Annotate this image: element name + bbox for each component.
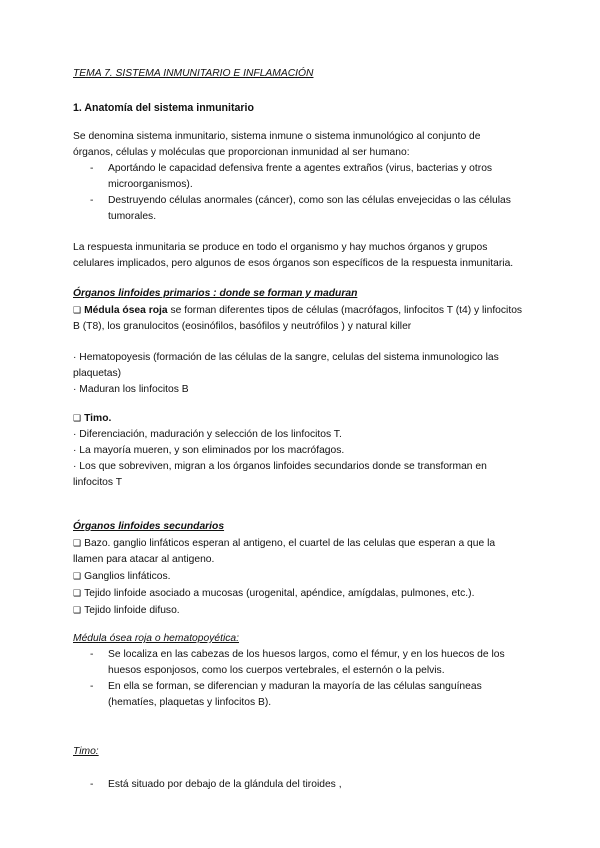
list-item: - Se localiza en las cabezas de los huesos largos, como el fémur, y en los huecos de los huesos esponjosos, como los cuerpos vertebrales, el esternón o la pelvis. — [90, 647, 523, 679]
list-item: - Está situado por debajo de la glándula del tiroides , — [90, 777, 523, 793]
section-heading-anatomia: 1. Anatomía del sistema inmunitario — [73, 102, 254, 114]
hematopoyesis-line: · Hematopoyesis (formación de las células de la sangre, celulas del sistema inmunologico las plaquetas) — [73, 352, 499, 379]
medula-section-heading: Médula ósea roja o hematopoyética: — [73, 633, 239, 644]
medula-paragraph — [73, 302, 523, 335]
timo-section-heading: Timo: — [73, 746, 99, 757]
checkbox-bullet-icon: ❑ — [73, 588, 82, 598]
secundarios-heading: Órganos linfoides secundarios — [73, 521, 225, 532]
medula-text: se forman diferentes tipos de células (macrófagos, linfocitos T (t4) y linfocitos B (T8), los granulocitos (eosinófilos, basófilos y neutrófilos ) y natural killer — [73, 305, 523, 332]
checkbox-bullet-icon: ❑ — [73, 605, 82, 615]
list-item: - Destruyendo células anormales (cáncer), como son las células envejecidas o las células tumorales. — [90, 193, 523, 225]
secundarios-item: ❑ Tejido linfoide asociado a mucosas (urogenital, apéndice, amígdalas, pulmones, etc.). — [73, 585, 523, 602]
list-item: - Aportándo le capacidad defensiva frente a agentes extraños (virus, bacterias y otros microorganismos). — [90, 161, 523, 193]
document-page — [73, 66, 523, 793]
list-item: - En ella se forman, se diferencian y maduran la mayoría de las células sanguíneas (hematíes, plaquetas y linfocitos B). — [90, 679, 523, 711]
timo-bullet-list — [73, 777, 523, 793]
checkbox-bullet-icon: ❑ — [73, 305, 82, 315]
checkbox-bullet-icon: ❑ — [73, 413, 82, 423]
secundarios-item: ❑ Ganglios linfáticos. — [73, 568, 523, 585]
medula-label: Médula ósea roja — [84, 305, 168, 316]
timo-label-line — [73, 410, 523, 427]
checkbox-bullet-icon: ❑ — [73, 571, 82, 581]
maduran-line: · Maduran los linfocitos B — [73, 384, 189, 395]
secundarios-item: ❑ Tejido linfoide difuso. — [73, 602, 523, 619]
timo-line: · La mayoría mueren, y son eliminados por los macrófagos. — [73, 445, 345, 456]
checkbox-bullet-icon: ❑ — [73, 538, 82, 548]
medula-bullet-list — [73, 647, 523, 711]
respuesta-paragraph: La respuesta inmunitaria se produce en todo el organismo y hay muchos órganos y grupos celulares implicados, pero algunos de esos órganos son específicos de la respuesta inmunitaria. — [73, 242, 514, 269]
intro-bullet-list — [73, 161, 523, 225]
timo-label: Timo. — [84, 413, 112, 424]
timo-line: · Diferenciación, maduración y selección de los linfocitos T. — [73, 429, 342, 440]
document-title: TEMA 7. SISTEMA INMUNITARIO E INFLAMACIÓN — [73, 68, 314, 79]
primarios-heading: Órganos linfoides primarios : donde se forman y maduran — [73, 288, 358, 299]
secundarios-item: ❑ Bazo. ganglio linfáticos esperan al antigeno, el cuartel de las celulas que esperan a que la llamen para atacar al antigeno. — [73, 535, 523, 568]
intro-paragraph: Se denomina sistema inmunitario, sistema inmune o sistema inmunológico al conjunto de órganos, células y moléculas que proporcionan inmunidad al ser humano: — [73, 131, 481, 158]
timo-line: · Los que sobreviven, migran a los órganos linfoides secundarios donde se transforman en linfocitos T — [73, 461, 487, 488]
